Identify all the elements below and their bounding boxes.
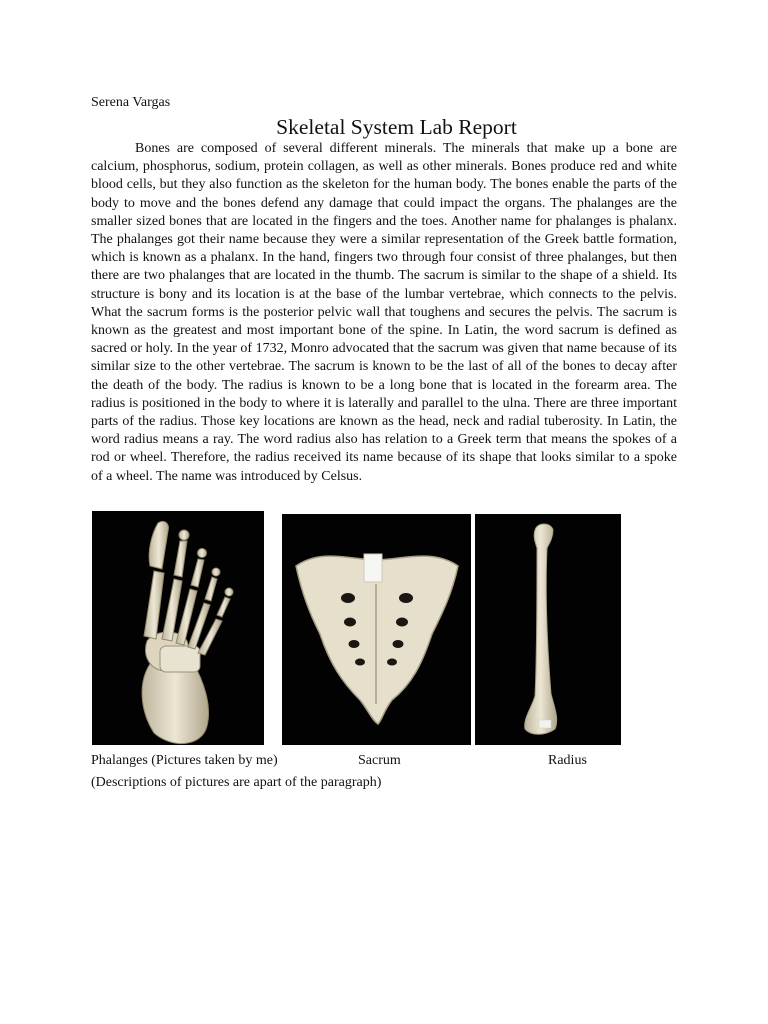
sacrum-drawing — [282, 514, 471, 745]
body-paragraph — [91, 140, 677, 486]
phalanges-photo — [92, 511, 264, 745]
radius-caption: Radius — [548, 753, 587, 768]
author-name: Serena Vargas — [91, 95, 171, 110]
body-paragraph-text: Bones are composed of several different minerals. The minerals that make up a bone are calcium, phosphorus, sodium, protein collagen, as well as other minerals. Bones produce red and white blood cells, but they also function as the skeleton for the human body. The bones enable the parts of the body to move and the bones defend any damage that could impact the organs. The phalanges are the smaller sized bones that are located in the fingers and the toes. Another name for phalanges is phalanx. The phalanges got their name because they were a similar representation of the Greek battle formation, which is known as a phalanx. In the hand, fingers two through four consist of three phalanges, but then there are two phalanges that are located in the thumb. The sacrum is similar to the shape of a shield. Its structure is bony and its location is at the base of the lumbar vertebrae, which connects to the pelvis. What the sacrum forms is the posterior pelvic wall that toughens and secures the pelvis. The sacrum is known as the greatest and most important bone of the spine. In Latin, the word sacrum is defined as sacred or holy. In the year of 1732, Monro advocated that the sacrum was given that name because of its similar size to the other vertebrae. The sacrum is known to be the last of all of the bones to decay after the death of the body. The radius is known to be a long bone that is located in the forearm area. The radius is positioned in the body to where it is laterally and parallel to the ulna. There are three important parts of the radius. Those key locations are known as the head, neck and radial tuberosity. In Latin, the word radius means a ray. The word radius also has relation to a Greek term that means the spokes of a rod or wheel. Therefore, the radius received its name because of its shape that looks similar to a spoke of a wheel. The name was introduced by Celsus. — [91, 141, 677, 484]
sacrum-photo — [282, 514, 471, 745]
radius-photo — [475, 514, 621, 745]
sacrum-caption: Sacrum — [358, 753, 401, 768]
report-title: Skeletal System Lab Report — [276, 115, 517, 139]
phalanges-caption: Phalanges (Pictures taken by me) — [91, 753, 278, 768]
radius-bone-drawing — [475, 514, 621, 745]
foot-bones-drawing — [92, 511, 264, 745]
pictures-note: (Descriptions of pictures are apart of the paragraph) — [91, 775, 382, 790]
